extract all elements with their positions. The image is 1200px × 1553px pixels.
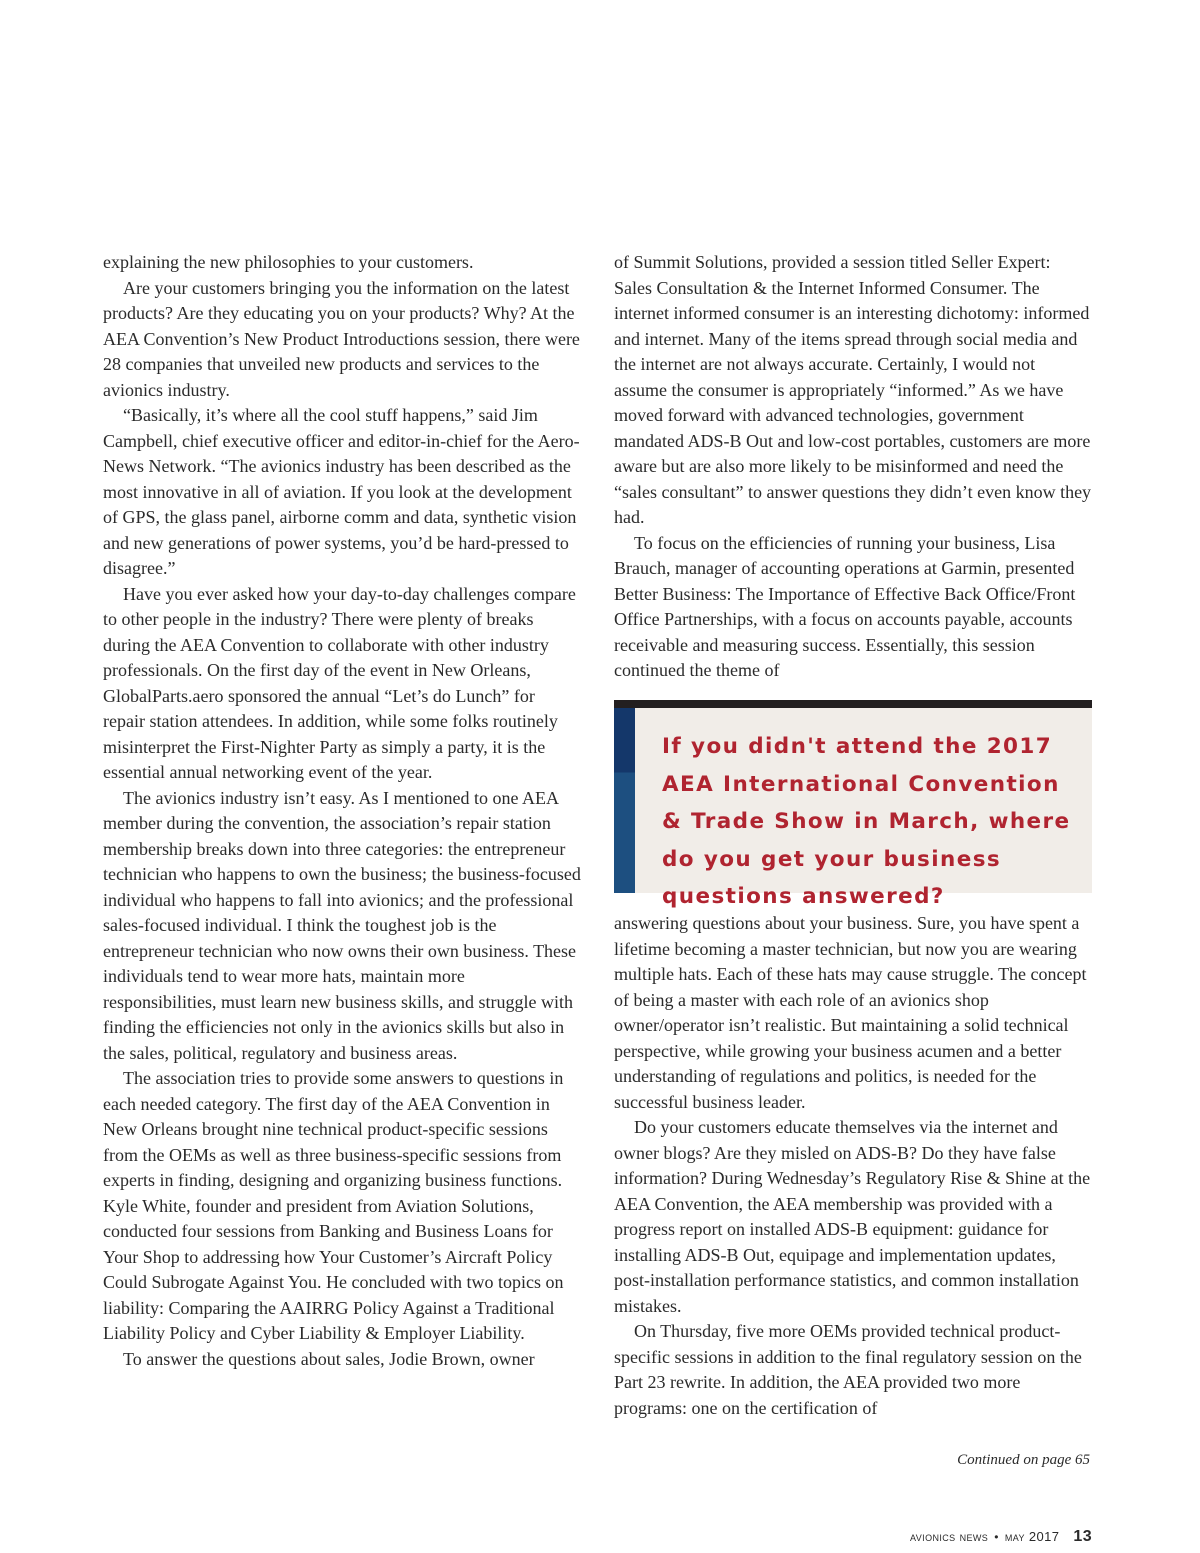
pull-quote-accent-bar <box>614 708 635 893</box>
continued-note: Continued on page 65 <box>957 1452 1090 1468</box>
right-column-bottom <box>614 911 1092 1421</box>
pull-quote <box>614 700 1092 909</box>
paragraph: answering questions about your business. Sure, you have spent a lifetime becoming a master technician, but now you are wearing multiple hats. Each of these hats may cause struggle. The concept of being a master with each role of an avionics shop owner/operator isn’t realistic. But maintaining a solid technical perspective, while growing your business acumen and a better understanding of regulations and politics, is needed for the successful business leader. <box>614 913 1087 1112</box>
paragraph: Are your customers bringing you the information on the latest products? Are they educating you on your products? Why? At the AEA Convention’s New Product Introductions session, there were 28 companies that unveiled new products and services to the avionics industry. <box>103 277 580 400</box>
page-number: 13 <box>1073 1528 1092 1545</box>
pull-quote-text: If you didn't attend the 2017 AEA International Convention & Trade Show in March, where do you get your business questions answered? <box>662 734 1071 909</box>
paragraph: To answer the questions about sales, Jodie Brown, owner <box>123 1348 535 1369</box>
paragraph: The association tries to provide some answers to questions in each needed category. The first day of the AEA Convention in New Orleans brought nine technical product-specific sessions from the OEMs as well as three business-specific sessions from experts in finding, designing and organizing business functions. Kyle White, founder and president from Aviation Solutions, conducted four sessions from Banking and Business Loans for Your Shop to addressing how Your Customer’s Aircraft Policy Could Subrogate Against You. He concluded with two topics on liability: Comparing the AAIRRG Policy Against a Traditional Liability Policy and Cyber Liability & Employer Liability. <box>103 1068 564 1343</box>
paragraph: On Thursday, five more OEMs provided technical product-specific sessions in addition to the final regulatory session on the Part 23 rewrite. In addition, the AEA provided two more programs: one on the certification of <box>614 1321 1082 1418</box>
paragraph: Have you ever asked how your day-to-day challenges compare to other people in the industry? There were plenty of breaks during the AEA Convention to collaborate with other industry professionals. On the first day of the event in New Orleans, GlobalParts.aero sponsored the annual “Let’s do Lunch” for repair station attendees. In addition, while some folks routinely misinterpret the First-Nighter Party as simply a party, it is the essential annual networking event of the year. <box>103 583 576 782</box>
paragraph: “Basically, it’s where all the cool stuff happens,” said Jim Campbell, chief executive officer and editor-in-chief for the Aero-News Network. “The avionics industry has been described as the most innovative in all of aviation. If you look at the development of GPS, the glass panel, airborne comm and data, synthetic vision and new generations of power systems, you’d be hard-pressed to disagree.” <box>103 405 580 578</box>
left-column <box>103 250 581 1372</box>
paragraph: of Summit Solutions, provided a session titled Seller Expert: Sales Consultation & the Internet Informed Consumer. The internet informed consumer is an interesting dichotomy: informed and internet. Many of the items spread through social media and the internet are not always accurate. Certainly, I would not assume the consumer is appropriately “informed.” As we have moved forward with advanced technologies, government mandated ADS-B Out and low-cost portables, customers are more aware but are also more likely to be misinformed and need the “sales consultant” to answer questions they didn’t even know they had. <box>614 252 1092 527</box>
page-footer <box>820 1528 1092 1546</box>
issue-date: may 2017 <box>1004 1529 1060 1544</box>
paragraph: To focus on the efficiencies of running your business, Lisa Brauch, manager of accounting operations at Garmin, presented Better Business: The Importance of Effective Back Office/Front Office Partnerships, with a focus on accounts payable, accounts receivable and measuring success. Essentially, this session continued the theme of <box>614 532 1076 680</box>
paragraph: The avionics industry isn’t easy. As I mentioned to one AEA member during the convention, the association’s repair station membership breaks down into three categories: the entrepreneur technician who happens to own the business; the business-focused individual who happens to fall into avionics; and the professional sales-focused individual. I think the toughest job is the entrepreneur technician who now owns their own business. These individuals tend to wear more hats, maintain more responsibilities, must learn new business skills, and struggle with finding the efficiencies not only in the avionics skills but also in the sales, political, regulatory and business areas. <box>103 787 581 1063</box>
paragraph: Do your customers educate themselves via the internet and owner blogs? Are they misled on ADS-B? Do they have false information? During Wednesday’s Regulatory Rise & Shine at the AEA Convention, the AEA membership was provided with a progress report on installed ADS-B equipment: guidance for installing ADS-B Out, equipage and implementation updates, post-installation performance statistics, and common installation mistakes. <box>614 1117 1091 1316</box>
right-column-top <box>614 250 1092 684</box>
paragraph: explaining the new philosophies to your customers. <box>103 252 474 272</box>
footer-separator: • <box>994 1530 999 1544</box>
publication-name: avionics news <box>910 1529 989 1544</box>
